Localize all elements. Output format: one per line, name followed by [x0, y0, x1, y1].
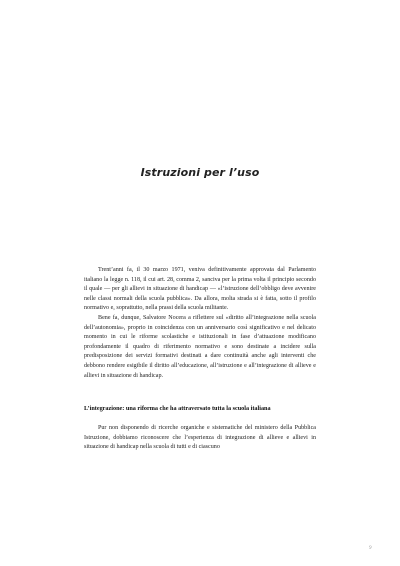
subsection-heading: L’integrazione: una riforma che ha attraversato tutta la scuola italiana: [84, 405, 271, 412]
paragraph: Trent’anni fa, il 30 marzo 1971, veniva definitivamente approvata dal Parlamento italiano la legge n. 118, il cui art. 28, comma 2, sanciva per la prima volta il principio secondo il quale — per gli allievi in situazione di handicap — «l’istruzione dell’obbligo deve avvenire nelle classi normali della scuola pubblica». Da allora, molta strada si è fatta, sotto il profilo normativo e, soprattutto, nella prassi della scuola militante.: [84, 267, 316, 312]
subsection-text-block: [84, 424, 316, 453]
section-title: Istruzioni per l’uso: [140, 166, 260, 179]
intro-text-block: [84, 266, 316, 381]
paragraph: Pur non disponendo di ricerche organiche e sistematiche del ministero della Pubblica Istruzione, dobbiamo riconoscere che l’esperienza di integrazione di allieve e allievi in situazione di handicap nella scuola di tutti e di ciascuno: [84, 425, 316, 451]
page-number: 9: [369, 546, 372, 551]
paragraph: Bene fa, dunque, Salvatore Nocera a riflettere sul «diritto all’integrazione nella scuola dell’autonomia», proprio in coincidenza con un anniversario così significativo e nel delicato momento in cui le riforme scolastiche e istituzionali in fase d’attuazione modificano profondamente il quadro di riferimento normativo e sono destinate a incidere sulla predisposizione dei servizi formativi destinati a dare continuità anche agli interventi che debbono rendere esigibile il diritto all’educazione, all’istruzione e all’integrazione di allieve e allievi in situazione di handicap.: [84, 314, 316, 379]
